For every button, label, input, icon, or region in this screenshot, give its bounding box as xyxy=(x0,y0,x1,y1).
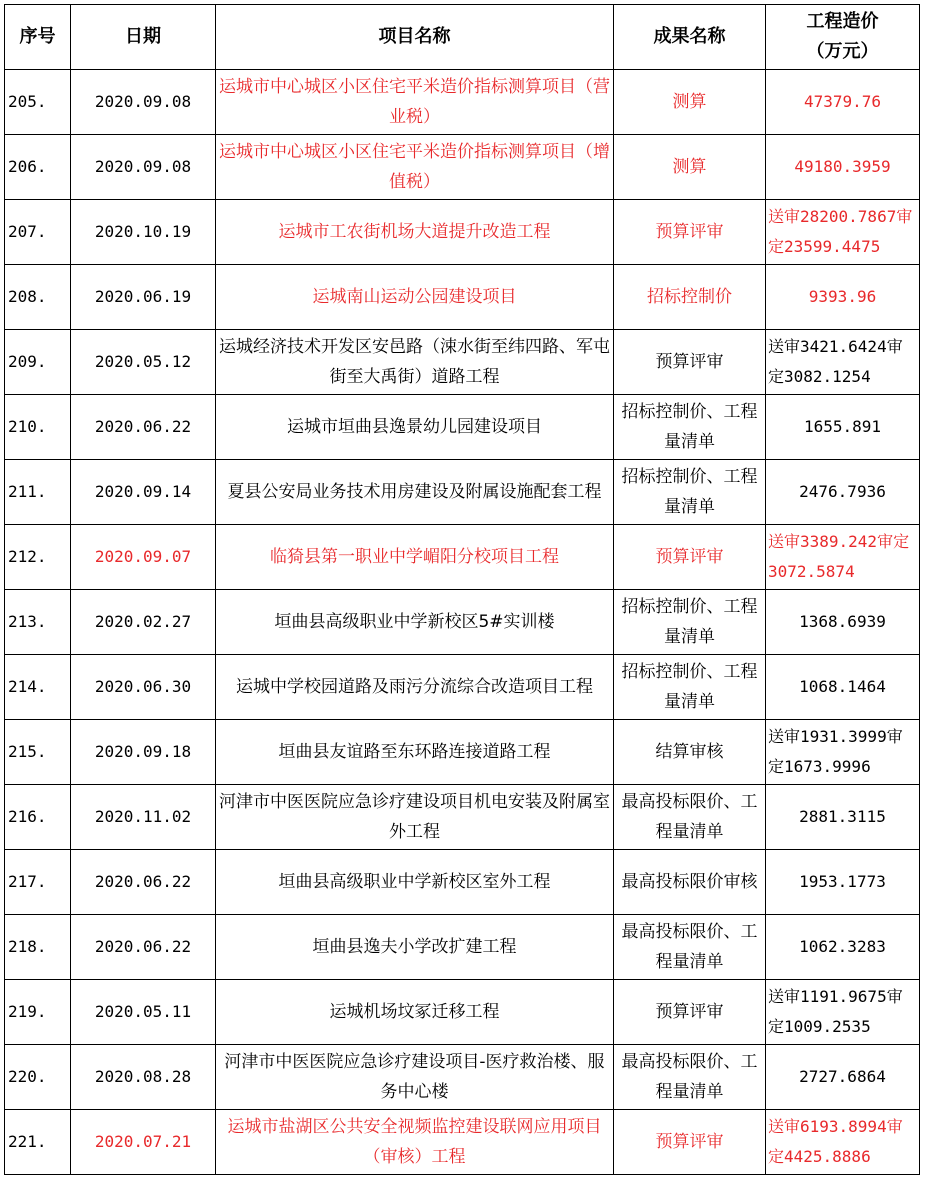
row-project-name: 运城南山运动公园建设项目 xyxy=(216,265,614,330)
row-project-name: 运城市工农街机场大道提升改造工程 xyxy=(216,200,614,265)
row-date: 2020.05.11 xyxy=(71,980,216,1045)
row-result-name: 最高投标限价、工程量清单 xyxy=(614,785,766,850)
row-index: 208. xyxy=(5,265,71,330)
row-project-name: 运城市中心城区小区住宅平米造价指标测算项目（增值税） xyxy=(216,135,614,200)
row-result-name: 招标控制价 xyxy=(614,265,766,330)
row-project-name: 河津市中医医院应急诊疗建设项目-医疗救治楼、服务中心楼 xyxy=(216,1045,614,1110)
row-index: 212. xyxy=(5,525,71,590)
table-row xyxy=(5,330,920,395)
row-project-name: 夏县公安局业务技术用房建设及附属设施配套工程 xyxy=(216,460,614,525)
row-cost: 1655.891 xyxy=(766,395,920,460)
row-project-name: 垣曲县高级职业中学新校区5#实训楼 xyxy=(216,590,614,655)
row-index: 210. xyxy=(5,395,71,460)
row-date: 2020.06.22 xyxy=(71,395,216,460)
row-date: 2020.05.12 xyxy=(71,330,216,395)
row-cost: 49180.3959 xyxy=(766,135,920,200)
table-row xyxy=(5,525,920,590)
header-index: 序号 xyxy=(5,5,71,70)
row-index: 205. xyxy=(5,70,71,135)
row-cost: 送审1191.9675审定1009.2535 xyxy=(766,980,920,1045)
row-date: 2020.07.21 xyxy=(71,1110,216,1175)
row-index: 209. xyxy=(5,330,71,395)
table-row xyxy=(5,655,920,720)
row-result-name: 测算 xyxy=(614,70,766,135)
row-result-name: 预算评审 xyxy=(614,330,766,395)
row-project-name: 运城市盐湖区公共安全视频监控建设联网应用项目（审核）工程 xyxy=(216,1110,614,1175)
table-row xyxy=(5,1045,920,1110)
row-index: 219. xyxy=(5,980,71,1045)
row-project-name: 河津市中医医院应急诊疗建设项目机电安装及附属室外工程 xyxy=(216,785,614,850)
row-cost: 2881.3115 xyxy=(766,785,920,850)
row-result-name: 预算评审 xyxy=(614,1110,766,1175)
row-cost: 1068.1464 xyxy=(766,655,920,720)
row-date: 2020.09.14 xyxy=(71,460,216,525)
row-index: 214. xyxy=(5,655,71,720)
table-row xyxy=(5,460,920,525)
row-cost: 送审6193.8994审定4425.8886 xyxy=(766,1110,920,1175)
table-row xyxy=(5,395,920,460)
row-result-name: 预算评审 xyxy=(614,200,766,265)
table-row xyxy=(5,785,920,850)
row-date: 2020.09.18 xyxy=(71,720,216,785)
table-row xyxy=(5,200,920,265)
row-cost: 1062.3283 xyxy=(766,915,920,980)
row-project-name: 运城市垣曲县逸景幼儿园建设项目 xyxy=(216,395,614,460)
table-row xyxy=(5,1110,920,1175)
row-index: 216. xyxy=(5,785,71,850)
row-cost: 1953.1773 xyxy=(766,850,920,915)
row-index: 218. xyxy=(5,915,71,980)
row-cost: 送审1931.3999审定1673.9996 xyxy=(766,720,920,785)
table-row xyxy=(5,850,920,915)
row-cost: 2476.7936 xyxy=(766,460,920,525)
table-row xyxy=(5,590,920,655)
row-result-name: 结算审核 xyxy=(614,720,766,785)
row-date: 2020.06.19 xyxy=(71,265,216,330)
row-result-name: 招标控制价、工程量清单 xyxy=(614,655,766,720)
row-date: 2020.09.08 xyxy=(71,135,216,200)
row-index: 207. xyxy=(5,200,71,265)
row-result-name: 最高投标限价、工程量清单 xyxy=(614,1045,766,1110)
row-index: 206. xyxy=(5,135,71,200)
row-cost: 送审3421.6424审定3082.1254 xyxy=(766,330,920,395)
row-date: 2020.08.28 xyxy=(71,1045,216,1110)
row-index: 213. xyxy=(5,590,71,655)
row-index: 220. xyxy=(5,1045,71,1110)
row-index: 211. xyxy=(5,460,71,525)
row-project-name: 运城经济技术开发区安邑路（涑水街至纬四路、军屯街至大禹街）道路工程 xyxy=(216,330,614,395)
row-date: 2020.10.19 xyxy=(71,200,216,265)
row-project-name: 垣曲县高级职业中学新校区室外工程 xyxy=(216,850,614,915)
row-date: 2020.09.07 xyxy=(71,525,216,590)
table-row xyxy=(5,70,920,135)
header-project: 项目名称 xyxy=(216,5,614,70)
row-result-name: 最高投标限价审核 xyxy=(614,850,766,915)
row-project-name: 运城机场坟冢迁移工程 xyxy=(216,980,614,1045)
row-result-name: 招标控制价、工程量清单 xyxy=(614,395,766,460)
table-row xyxy=(5,265,920,330)
header-result: 成果名称 xyxy=(614,5,766,70)
row-result-name: 测算 xyxy=(614,135,766,200)
row-index: 215. xyxy=(5,720,71,785)
row-index: 221. xyxy=(5,1110,71,1175)
row-cost: 送审28200.7867审定23599.4475 xyxy=(766,200,920,265)
row-cost: 9393.96 xyxy=(766,265,920,330)
row-project-name: 运城市中心城区小区住宅平米造价指标测算项目（营业税） xyxy=(216,70,614,135)
table-row xyxy=(5,980,920,1045)
row-date: 2020.06.30 xyxy=(71,655,216,720)
row-date: 2020.11.02 xyxy=(71,785,216,850)
header-row xyxy=(5,5,920,70)
row-date: 2020.09.08 xyxy=(71,70,216,135)
table-row xyxy=(5,915,920,980)
row-project-name: 运城中学校园道路及雨污分流综合改造项目工程 xyxy=(216,655,614,720)
row-cost: 47379.76 xyxy=(766,70,920,135)
row-date: 2020.06.22 xyxy=(71,850,216,915)
project-table xyxy=(4,4,920,1175)
header-cost xyxy=(766,5,920,70)
header-date: 日期 xyxy=(71,5,216,70)
row-result-name: 最高投标限价、工程量清单 xyxy=(614,915,766,980)
row-cost: 2727.6864 xyxy=(766,1045,920,1110)
table-row xyxy=(5,720,920,785)
table-row xyxy=(5,135,920,200)
row-project-name: 垣曲县逸夫小学改扩建工程 xyxy=(216,915,614,980)
table-body xyxy=(5,70,920,1175)
header-cost-line1: 工程造价 xyxy=(806,11,879,32)
row-date: 2020.02.27 xyxy=(71,590,216,655)
row-result-name: 招标控制价、工程量清单 xyxy=(614,590,766,655)
row-index: 217. xyxy=(5,850,71,915)
row-result-name: 预算评审 xyxy=(614,980,766,1045)
row-result-name: 招标控制价、工程量清单 xyxy=(614,460,766,525)
row-cost: 送审3389.242审定3072.5874 xyxy=(766,525,920,590)
row-date: 2020.06.22 xyxy=(71,915,216,980)
row-project-name: 临猗县第一职业中学嵋阳分校项目工程 xyxy=(216,525,614,590)
header-cost-line2: （万元） xyxy=(806,41,879,62)
row-cost: 1368.6939 xyxy=(766,590,920,655)
row-project-name: 垣曲县友谊路至东环路连接道路工程 xyxy=(216,720,614,785)
row-result-name: 预算评审 xyxy=(614,525,766,590)
